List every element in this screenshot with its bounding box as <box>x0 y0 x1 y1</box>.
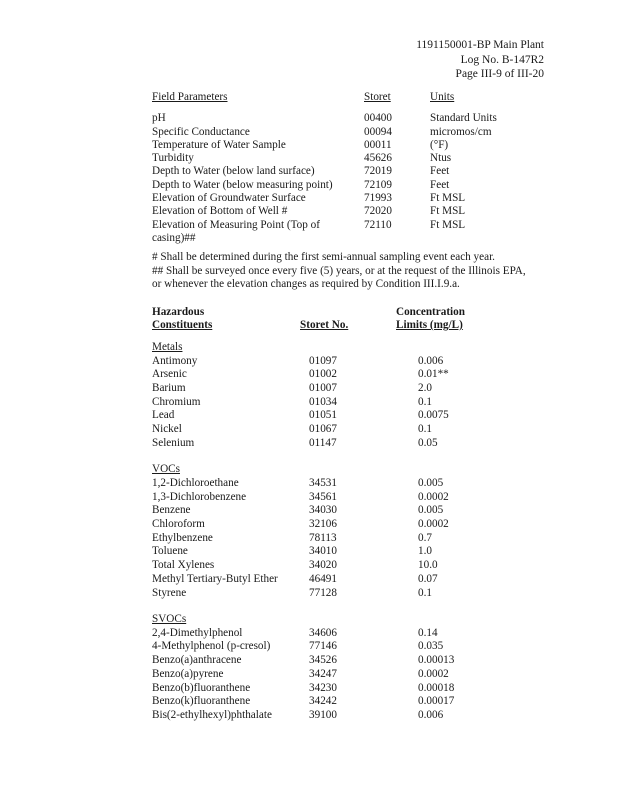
page-number: Page III-9 of III-20 <box>455 68 544 80</box>
storet-number: 46491 <box>309 572 337 585</box>
log-number: Log No. B-147R2 <box>460 53 544 66</box>
units: Ft MSL <box>430 205 466 218</box>
constituent-name: Methyl Tertiary-Butyl Ether <box>152 572 278 585</box>
storet-number: 01097 <box>309 354 337 367</box>
concentration-limit: 0.035 <box>418 640 444 653</box>
field-parameter-row <box>152 232 552 245</box>
storet-number: 78113 <box>309 531 337 544</box>
storet-code: 45626 <box>364 152 392 165</box>
constituent-name: Benzo(k)fluoranthene <box>152 695 251 708</box>
header-hazardous: Hazardous <box>152 306 205 318</box>
concentration-limit: 0.005 <box>418 504 444 517</box>
field-parameter-row <box>152 219 552 232</box>
header-concentration: Concentration <box>396 306 465 318</box>
section-title: VOCs <box>152 463 180 476</box>
header-constituents: Constituents <box>152 319 213 331</box>
header-storet-no: Storet No. <box>300 319 349 331</box>
storet-number: 32106 <box>309 518 337 531</box>
storet-code: 72109 <box>364 178 392 191</box>
constituent-name: Arsenic <box>152 368 187 381</box>
storet-number: 01007 <box>309 381 337 394</box>
section-title: Metals <box>152 341 183 353</box>
parameter-name: casing)## <box>152 231 196 244</box>
field-parameter-row <box>152 152 552 165</box>
constituent-name: Total Xylenes <box>152 559 215 572</box>
constituent-row <box>152 382 552 396</box>
parameter-name: Temperature of Water Sample <box>152 138 286 151</box>
constituent-name: Styrene <box>152 586 187 599</box>
constituent-row <box>152 423 552 437</box>
units: (°F) <box>430 138 449 151</box>
hazardous-constituents-table <box>152 306 552 736</box>
units: Feet <box>430 165 450 178</box>
constituent-row <box>152 477 552 491</box>
field-parameter-row <box>152 205 552 218</box>
constituent-name: Benzene <box>152 504 191 517</box>
concentration-limit: 0.1 <box>418 395 432 408</box>
concentration-limit: 0.07 <box>418 572 438 585</box>
storet-code: 00400 <box>364 112 392 125</box>
concentration-limit: 0.7 <box>418 531 432 544</box>
units: Ft MSL <box>430 218 466 231</box>
storet-code: 00094 <box>364 125 392 138</box>
field-parameter-row <box>152 112 552 125</box>
units: Standard Units <box>430 112 497 125</box>
concentration-limit: 0.00018 <box>418 681 455 694</box>
storet-number: 34526 <box>309 654 337 667</box>
field-parameter-row <box>152 179 552 192</box>
storet-number: 77128 <box>309 586 337 599</box>
concentration-limit: 0.005 <box>418 476 444 489</box>
constituent-row <box>152 627 552 641</box>
parameter-name: Elevation of Bottom of Well # <box>152 205 288 218</box>
constituent-name: Chromium <box>152 395 201 408</box>
concentration-limit: 0.006 <box>418 708 444 721</box>
storet-number: 01002 <box>309 368 337 381</box>
constituent-name: Antimony <box>152 354 198 367</box>
facility-id: 1191150001-BP Main Plant <box>416 39 544 51</box>
hazardous-header <box>152 306 552 332</box>
units: micromos/cm <box>430 125 492 138</box>
constituent-row <box>152 437 552 451</box>
storet-number: 34230 <box>309 681 337 694</box>
constituent-name: 1,2-Dichloroethane <box>152 476 239 489</box>
column-header-parameter: Field Parameters <box>152 91 228 103</box>
constituent-row <box>152 368 552 382</box>
constituent-row <box>152 532 552 546</box>
constituent-section <box>152 613 552 722</box>
constituent-row <box>152 518 552 532</box>
constituent-name: Toluene <box>152 545 188 558</box>
storet-number: 01147 <box>309 436 337 449</box>
footnote-single-hash: # Shall be determined during the first semi-annual sampling event each year. <box>152 251 495 263</box>
storet-code: 72020 <box>364 205 392 218</box>
constituent-section <box>152 341 552 450</box>
storet-number: 34010 <box>309 545 337 558</box>
field-parameter-row <box>152 192 552 205</box>
column-header-storet: Storet <box>364 91 391 103</box>
field-parameters-header <box>152 91 552 104</box>
header-blank <box>300 306 396 319</box>
footnotes <box>152 251 532 292</box>
concentration-limit: 0.00013 <box>418 654 455 667</box>
constituent-row <box>152 491 552 505</box>
field-parameters-body <box>152 112 552 245</box>
constituent-name: Lead <box>152 409 175 422</box>
concentration-limit: 0.0002 <box>418 518 449 531</box>
parameter-name: Specific Conductance <box>152 125 250 138</box>
header-limits: Limits (mg/L) <box>396 319 463 331</box>
field-parameter-row <box>152 126 552 139</box>
parameter-name: pH <box>152 112 166 125</box>
units: Feet <box>430 178 450 191</box>
constituent-name: Bis(2-ethylhexyl)phthalate <box>152 708 272 721</box>
constituent-row <box>152 654 552 668</box>
concentration-limit: 2.0 <box>418 381 432 394</box>
constituent-name: Chloroform <box>152 518 205 531</box>
storet-number: 34242 <box>309 695 337 708</box>
storet-number: 34020 <box>309 559 337 572</box>
concentration-limit: 0.006 <box>418 354 444 367</box>
constituent-row <box>152 545 552 559</box>
constituent-name: Selenium <box>152 436 195 449</box>
storet-code: 71993 <box>364 192 392 205</box>
units: Ntus <box>430 152 452 165</box>
concentration-limit: 1.0 <box>418 545 432 558</box>
constituent-row <box>152 640 552 654</box>
constituent-name: Benzo(a)pyrene <box>152 667 224 680</box>
storet-code: 00011 <box>364 138 392 151</box>
constituent-row <box>152 695 552 709</box>
concentration-limit: 0.00017 <box>418 695 455 708</box>
field-parameter-row <box>152 139 552 152</box>
storet-number: 39100 <box>309 708 337 721</box>
storet-number: 34561 <box>309 490 337 503</box>
storet-number: 77146 <box>309 640 337 653</box>
storet-code: 72110 <box>364 218 392 231</box>
constituent-name: 1,3-Dichlorobenzene <box>152 490 247 503</box>
concentration-limit: 0.0075 <box>418 409 449 422</box>
page-header <box>416 38 544 82</box>
constituent-row <box>152 573 552 587</box>
parameter-name: Elevation of Measuring Point (Top of <box>152 218 320 231</box>
storet-number: 34247 <box>309 667 337 680</box>
field-parameter-row <box>152 165 552 178</box>
storet-number: 34531 <box>309 476 337 489</box>
constituent-name: Benzo(b)fluoranthene <box>152 681 251 694</box>
constituent-name: 4-Methylphenol (p-cresol) <box>152 640 271 653</box>
section-title: SVOCs <box>152 613 187 626</box>
constituent-section <box>152 463 552 600</box>
field-parameters-table <box>152 91 552 245</box>
concentration-limit: 0.14 <box>418 626 438 639</box>
constituent-row <box>152 587 552 601</box>
parameter-name: Turbidity <box>152 152 194 165</box>
constituent-name: Nickel <box>152 423 182 436</box>
storet-number: 34606 <box>309 626 337 639</box>
constituent-name: 2,4-Dimethylphenol <box>152 626 243 639</box>
concentration-limit: 0.01** <box>418 368 449 381</box>
storet-code: 72019 <box>364 165 392 178</box>
units <box>430 232 552 245</box>
parameter-name: Depth to Water (below land surface) <box>152 165 315 178</box>
constituent-row <box>152 355 552 369</box>
constituent-row <box>152 559 552 573</box>
concentration-limit: 0.1 <box>418 423 432 436</box>
column-header-units: Units <box>430 91 455 103</box>
parameter-name: Elevation of Groundwater Surface <box>152 192 306 205</box>
parameter-name: Depth to Water (below measuring point) <box>152 178 333 191</box>
constituent-name: Barium <box>152 381 186 394</box>
concentration-limit: 0.0002 <box>418 490 449 503</box>
constituent-row <box>152 409 552 423</box>
constituent-name: Ethylbenzene <box>152 531 213 544</box>
concentration-limit: 0.1 <box>418 586 432 599</box>
concentration-limit: 0.05 <box>418 436 438 449</box>
constituent-row <box>152 709 552 723</box>
footnote-double-hash: ## Shall be surveyed once every five (5) years, or at the request of the Illinois EPA, or whenever the elevation changes as required by Condition III.I.9.a. <box>152 264 526 290</box>
units: Ft MSL <box>430 192 466 205</box>
concentration-limit: 10.0 <box>418 559 438 572</box>
constituent-row <box>152 396 552 410</box>
constituent-row <box>152 682 552 696</box>
storet-number: 34030 <box>309 504 337 517</box>
constituent-name: Benzo(a)anthracene <box>152 654 242 667</box>
constituent-row <box>152 668 552 682</box>
storet-number: 01051 <box>309 409 337 422</box>
storet-code <box>364 232 430 245</box>
constituent-row <box>152 504 552 518</box>
concentration-limit: 0.0002 <box>418 667 449 680</box>
storet-number: 01034 <box>309 395 337 408</box>
storet-number: 01067 <box>309 423 337 436</box>
hazardous-body <box>152 341 552 723</box>
